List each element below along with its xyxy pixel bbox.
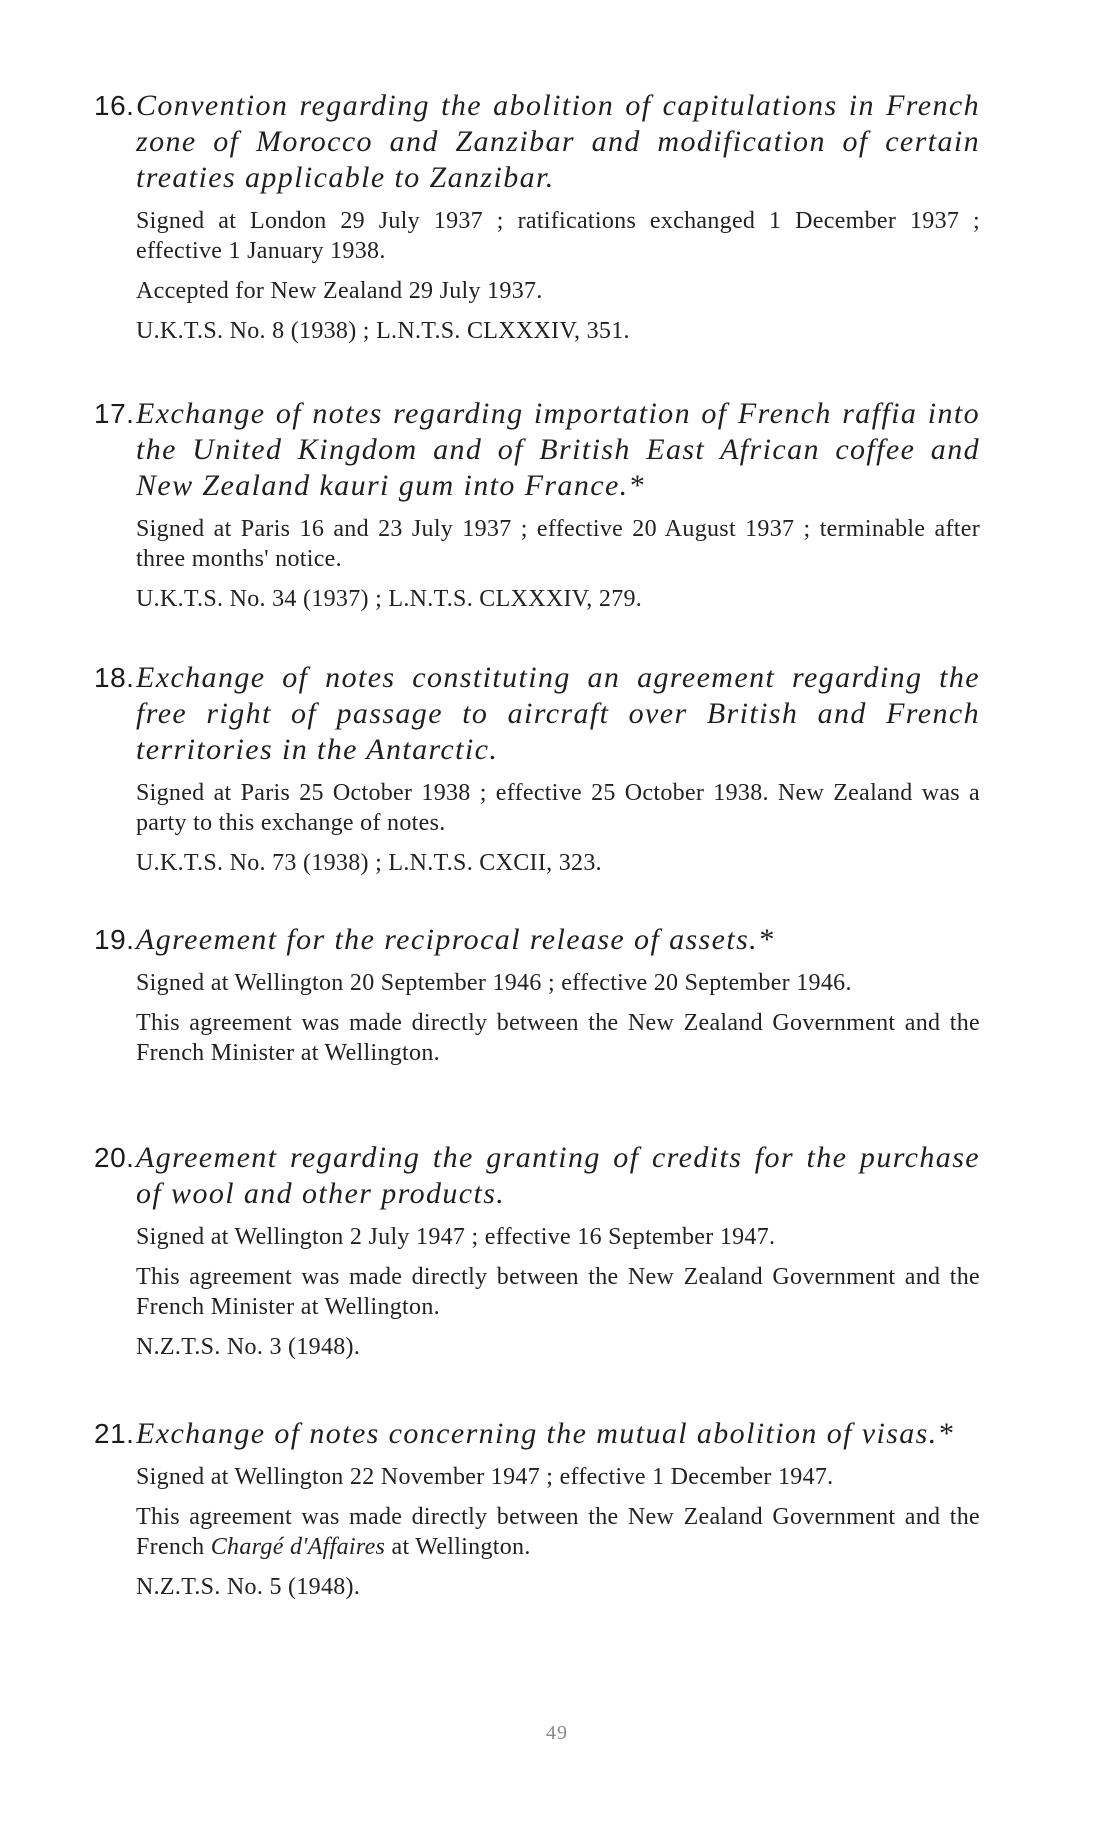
entry-number: 17. — [94, 398, 135, 429]
entry-heading — [94, 1416, 980, 1452]
signing-details: Signed at London 29 July 1937 ; ratifications exchanged 1 December 1937 ; effective 1 January 1938. — [136, 208, 980, 264]
treaty-series-reference: N.Z.T.S. No. 5 (1948). — [136, 1574, 361, 1600]
entry-heading — [94, 922, 980, 958]
entry-title: Exchange of notes concerning the mutual abolition of visas.* — [136, 1417, 955, 1450]
agreement-note: This agreement was made directly between the New Zealand Government and the French Minister at Wellington. — [136, 1010, 980, 1066]
entry-body — [136, 514, 980, 614]
entry-number: 21. — [94, 1418, 135, 1449]
entry-body — [136, 778, 980, 878]
entry-title: Agreement regarding the granting of credits for the purchase of wool and other products. — [136, 1141, 980, 1210]
signing-details: Signed at Paris 25 October 1938 ; effective 25 October 1938. New Zealand was a party to this exchange of notes. — [136, 780, 980, 836]
entry-title: Exchange of notes regarding importation of French raffia into the United Kingdom and of British East African coffee and New Zealand kauri gum into France.* — [136, 397, 980, 502]
page-number: 49 — [546, 1722, 568, 1744]
treaty-entry-17 — [94, 396, 980, 624]
entry-body — [136, 1222, 980, 1362]
treaty-entry-20 — [94, 1140, 980, 1372]
agreement-note-text: This agreement was made directly between the New Zealand Government and the French — [136, 1504, 980, 1560]
entry-title: Convention regarding the abolition of capitulations in French zone of Morocco and Zanzibar and modification of certain treaties applicable to Zanzibar. — [136, 89, 980, 194]
treaty-series-reference: U.K.T.S. No. 73 (1938) ; L.N.T.S. CXCII, 323. — [136, 850, 602, 876]
entry-body — [136, 968, 980, 1068]
entry-title: Agreement for the reciprocal release of assets.* — [136, 923, 775, 956]
treaty-series-reference: U.K.T.S. No. 34 (1937) ; L.N.T.S. CLXXXIV, 279. — [136, 586, 643, 612]
agreement-note-ending: at Wellington. — [385, 1534, 531, 1560]
entry-heading — [94, 1140, 980, 1212]
agreement-note — [136, 1502, 980, 1562]
entry-number: 18. — [94, 662, 135, 693]
signing-details: Signed at Paris 16 and 23 July 1937 ; effective 20 August 1937 ; terminable after three months' notice. — [136, 516, 980, 572]
treaty-series-reference: U.K.T.S. No. 8 (1938) ; L.N.T.S. CLXXXIV, 351. — [136, 318, 630, 344]
signing-details: Signed at Wellington 2 July 1947 ; effective 16 September 1947. — [136, 1224, 776, 1250]
entry-number: 20. — [94, 1142, 135, 1173]
treaty-series-reference: N.Z.T.S. No. 3 (1948). — [136, 1334, 361, 1360]
entry-number: 19. — [94, 924, 135, 955]
treaty-entry-21 — [94, 1416, 980, 1612]
acceptance-note: Accepted for New Zealand 29 July 1937. — [136, 278, 543, 304]
entry-heading — [94, 396, 980, 504]
entry-heading — [94, 88, 980, 196]
entry-heading — [94, 660, 980, 768]
treaty-entry-18 — [94, 660, 980, 888]
entry-title: Exchange of notes constituting an agreement regarding the free right of passage to aircraft over British and French territories in the Antarctic. — [136, 661, 980, 766]
entry-body — [136, 1462, 980, 1602]
charge-daffaires-term: Chargé d'Affaires — [210, 1534, 386, 1560]
signing-details: Signed at Wellington 22 November 1947 ; effective 1 December 1947. — [136, 1464, 834, 1490]
agreement-note: This agreement was made directly between the New Zealand Government and the French Minister at Wellington. — [136, 1264, 980, 1320]
entry-body — [136, 206, 980, 346]
signing-details: Signed at Wellington 20 September 1946 ; effective 20 September 1946. — [136, 970, 852, 996]
entry-number: 16. — [94, 90, 135, 121]
treaty-entry-19 — [94, 922, 980, 1078]
treaty-entry-16 — [94, 88, 980, 356]
